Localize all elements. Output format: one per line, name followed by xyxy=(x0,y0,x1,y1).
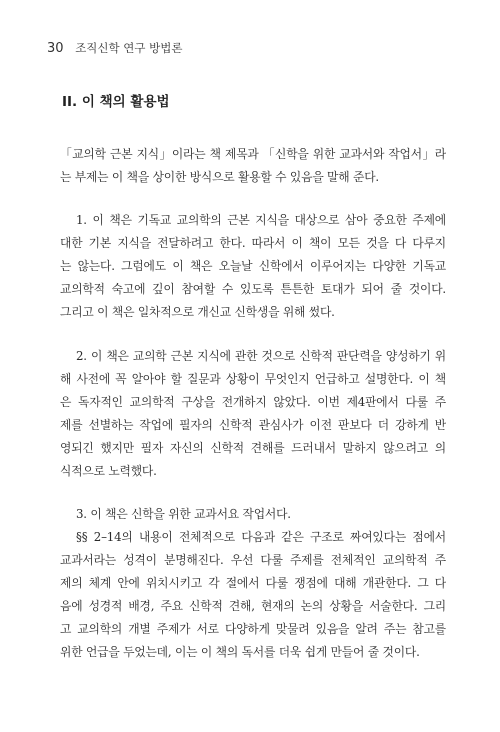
page-number: 30 xyxy=(47,41,64,56)
text-line: 는 부제는 이 책을 상이한 방식으로 활용할 수 있음을 말해 준다. xyxy=(60,170,379,184)
text-line: 음에 성경적 배경, 주요 신학적 견해, 현재의 논의 상황을 서술한다. 그리 xyxy=(60,599,446,613)
running-head xyxy=(47,40,183,56)
section-title: II. 이 책의 활용법 xyxy=(62,94,170,110)
text-line: 고 교의학의 개별 주제가 서로 다양하게 맞물려 있음을 알려 주는 참고를 xyxy=(60,622,446,636)
text-line: 3. 이 책은 신학을 위한 교과서요 작업서다. xyxy=(76,507,291,521)
text-line: 식적으로 노력했다. xyxy=(60,464,157,478)
text-line: 대한 기본 지식을 전달하려고 한다. 따라서 이 책이 모든 것을 다 다루지 xyxy=(60,236,446,250)
text-line: 교과서라는 성격이 분명해진다. 우선 다룰 주제를 전체적인 교의학적 주 xyxy=(60,553,446,567)
text-line: 제를 선별하는 작업에 필자의 신학적 관심사가 이전 판보다 더 강하게 반 xyxy=(60,418,446,432)
text-line: 은 독자적인 교의학적 구상을 전개하지 않았다. 이번 제4판에서 다룰 주 xyxy=(60,395,446,409)
text-line: 2. 이 책은 교의학 근본 지식에 관한 것으로 신학적 판단력을 양성하기 위 xyxy=(76,349,446,363)
text-line: §§ 2–14의 내용이 전체적으로 다음과 같은 구조로 짜여있다는 점에서 xyxy=(76,530,446,544)
text-line: 영되긴 했지만 필자 자신의 신학적 견해를 드러내서 말하지 않으려고 의 xyxy=(60,441,446,455)
text-line: 「교의학 근본 지식」이라는 책 제목과 「신학을 위한 교과서와 작업서」라 xyxy=(60,147,446,161)
text-line: 는 않는다. 그럼에도 이 책은 오늘날 신학에서 이루어지는 다양한 기독교 xyxy=(60,259,446,273)
text-line: 위한 언급을 두었는데, 이는 이 책의 독서를 더욱 쉽게 만들어 줄 것이다. xyxy=(60,645,420,659)
running-head-title: 조직신학 연구 방법론 xyxy=(75,41,183,55)
text-line: 교의학적 숙고에 깊이 참여할 수 있도록 튼튼한 토대가 되어 줄 것이다. xyxy=(60,282,446,296)
text-line: 1. 이 책은 기독교 교의학의 근본 지식을 대상으로 삼아 중요한 주제에 xyxy=(76,213,446,227)
text-line: 해 사전에 꼭 알아야 할 질문과 상황이 무엇인지 언급하고 설명한다. 이 책 xyxy=(60,372,446,386)
text-line: 그리고 이 책은 일차적으로 개신교 신학생을 위해 썼다. xyxy=(60,305,335,319)
text-line: 제의 체계 안에 위치시키고 각 절에서 다룰 쟁점에 대해 개관한다. 그 다 xyxy=(60,576,446,590)
